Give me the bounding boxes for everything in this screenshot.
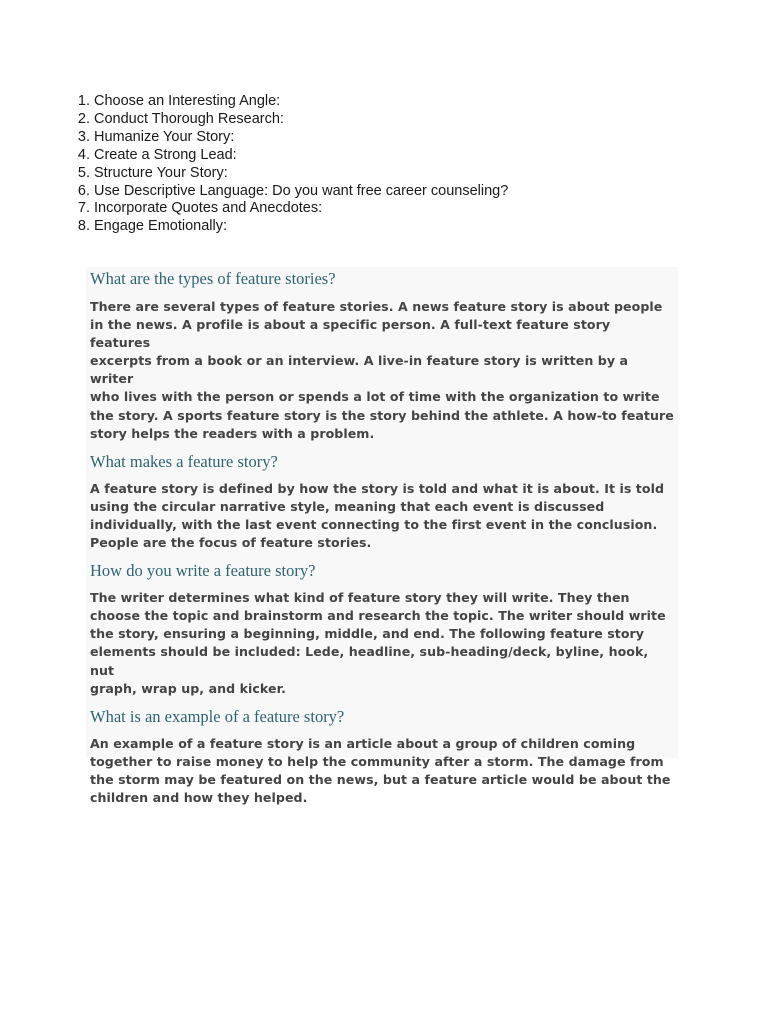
list-item-text: Create a Strong Lead: (94, 146, 237, 163)
faq-question: What is an example of a feature story? (90, 706, 345, 726)
answer-line: A feature story is defined by how the story is told and what it is about. It is told (90, 480, 665, 496)
faq-answer (90, 735, 674, 807)
list-number: 5. (77, 164, 90, 181)
list-number: 1. (77, 93, 90, 109)
answer-line: the story, ensuring a beginning, middle, and end. The following feature story (90, 626, 645, 642)
answer-line: individually, with the last event connecting to the first event in the conclusion. (90, 516, 658, 532)
faq-section (90, 707, 674, 807)
list-number: 4. (77, 146, 90, 163)
answer-line: in the news. A profile is about a specific person. A full-text feature story features (90, 317, 611, 351)
tips-list (63, 93, 508, 236)
list-item (63, 93, 508, 111)
list-item (63, 218, 508, 236)
answer-line: who lives with the person or spends a lot of time with the organization to write (90, 389, 660, 405)
answer-line: story helps the readers with a problem. (90, 425, 375, 441)
answer-line: The writer determines what kind of feature story they will write. They then (90, 590, 630, 606)
answer-line: There are several types of feature stories. A news feature story is about people (90, 299, 663, 314)
list-item (63, 165, 508, 183)
list-number: 3. (77, 128, 90, 145)
faq-section (90, 561, 674, 698)
list-item-text: Engage Emotionally: (94, 218, 227, 235)
faq-section (90, 267, 674, 443)
list-item-text: Incorporate Quotes and Anecdotes: (94, 200, 323, 217)
answer-line: An example of a feature story is an article about a group of children coming (90, 735, 636, 751)
list-item (63, 183, 508, 201)
faq-panel (86, 267, 678, 805)
answer-line: using the circular narrative style, meaning that each event is discussed (90, 498, 605, 514)
faq-answer (90, 298, 674, 443)
faq-answer (90, 589, 674, 698)
answer-line: the storm may be featured on the news, but a feature article would be about the (90, 771, 671, 787)
answer-line: excerpts from a book or an interview. A live-in feature story is written by a writer (90, 353, 629, 387)
list-item-text: Use Descriptive Language: Do you want free career counseling? (94, 182, 509, 199)
list-item-text: Humanize Your Story: (94, 128, 235, 145)
faq-section (90, 452, 674, 552)
list-item-text: Structure Your Story: (94, 164, 228, 181)
answer-line: People are the focus of feature stories. (90, 535, 372, 551)
answer-line: the story. A sports feature story is the story behind the athlete. A how-to feature (90, 407, 674, 423)
list-item (63, 147, 508, 165)
faq-answer (90, 480, 674, 552)
list-number: 8. (77, 218, 90, 235)
list-item-text: Conduct Thorough Research: (94, 110, 284, 127)
list-number: 2. (77, 110, 90, 127)
answer-line: choose the topic and brainstorm and research the topic. The writer should write (90, 608, 666, 624)
answer-line: children and how they helped. (90, 789, 308, 805)
list-item (63, 129, 508, 147)
answer-line: together to raise money to help the community after a storm. The damage from (90, 753, 664, 769)
faq-question: What are the types of feature stories? (90, 269, 336, 288)
list-item (63, 200, 508, 218)
list-number: 6. (77, 182, 90, 199)
list-item (63, 111, 508, 129)
list-item-text: Choose an Interesting Angle: (94, 93, 281, 109)
answer-line: graph, wrap up, and kicker. (90, 680, 286, 696)
list-number: 7. (77, 200, 90, 217)
faq-question: What makes a feature story? (90, 451, 278, 471)
faq-question: How do you write a feature story? (90, 561, 316, 581)
answer-line: elements should be included: Lede, headline, sub-heading/deck, byline, hook, nut (90, 644, 649, 678)
